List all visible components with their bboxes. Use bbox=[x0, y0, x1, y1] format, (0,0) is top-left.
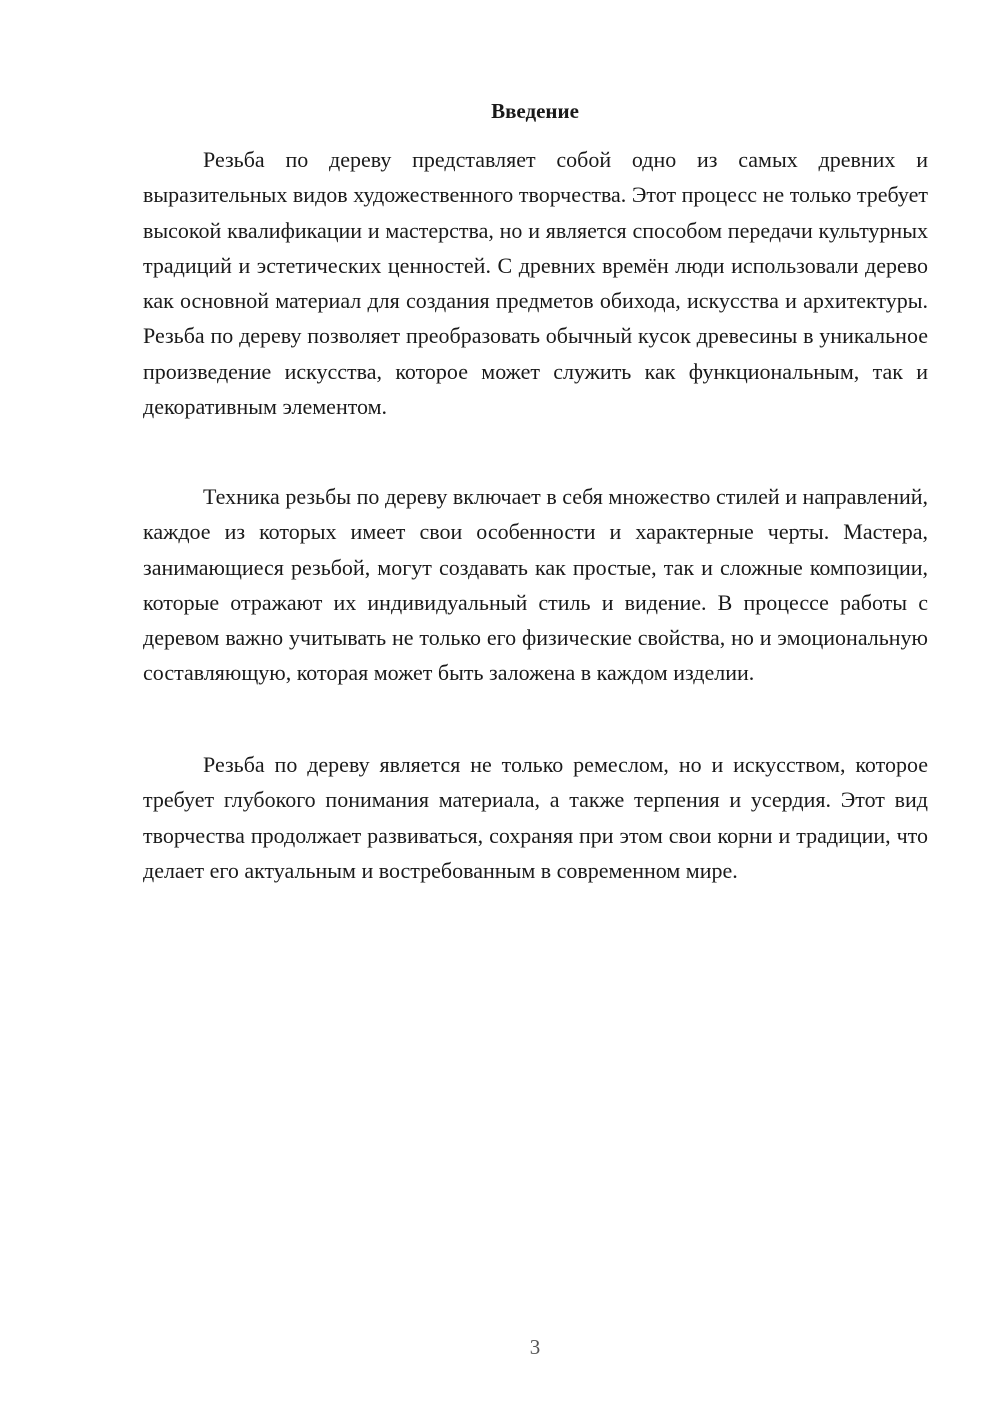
page-number: 3 bbox=[529, 1335, 541, 1359]
paragraph-2: Техника резьбы по дереву включает в себя множество стилей и направлений, каждое из которых имеет свои особенности и характерные черты. Мастера, занимающиеся резьбой, могут создавать как простые, так и сложные композиции, которые отражают их индивидуальный стиль и видение. В процессе работы с деревом важно учитывать не только его физические свойства, но и эмоциональную составляющую, которая может быть заложена в каждом изделии. bbox=[143, 484, 928, 686]
page-title: Введение bbox=[491, 99, 579, 123]
paragraph-1: Резьба по дереву представляет собой одно из самых древних и выразительных видов художественного творчества. Этот процесс не только требует высокой квалификации и мастерства, но и является способом передачи культурных традиций и эстетических ценностей. С древних времён люди использовали дерево как основной материал для создания предметов обихода, искусства и архитектуры. Резьба по дереву позволяет преобразовать обычный кусок древесины в уникальное произведение искусства, которое может служить как функциональным, так и декоративным элементом. bbox=[143, 147, 928, 420]
paragraph-3: Резьба по дереву является не только ремеслом, но и искусством, которое требует глубокого понимания материала, а также терпения и усердия. Этот вид творчества продолжает развиваться, сохраняя при этом свои корни и традиции, что делает его актуальным и востребованным в современном мире. bbox=[143, 752, 928, 883]
